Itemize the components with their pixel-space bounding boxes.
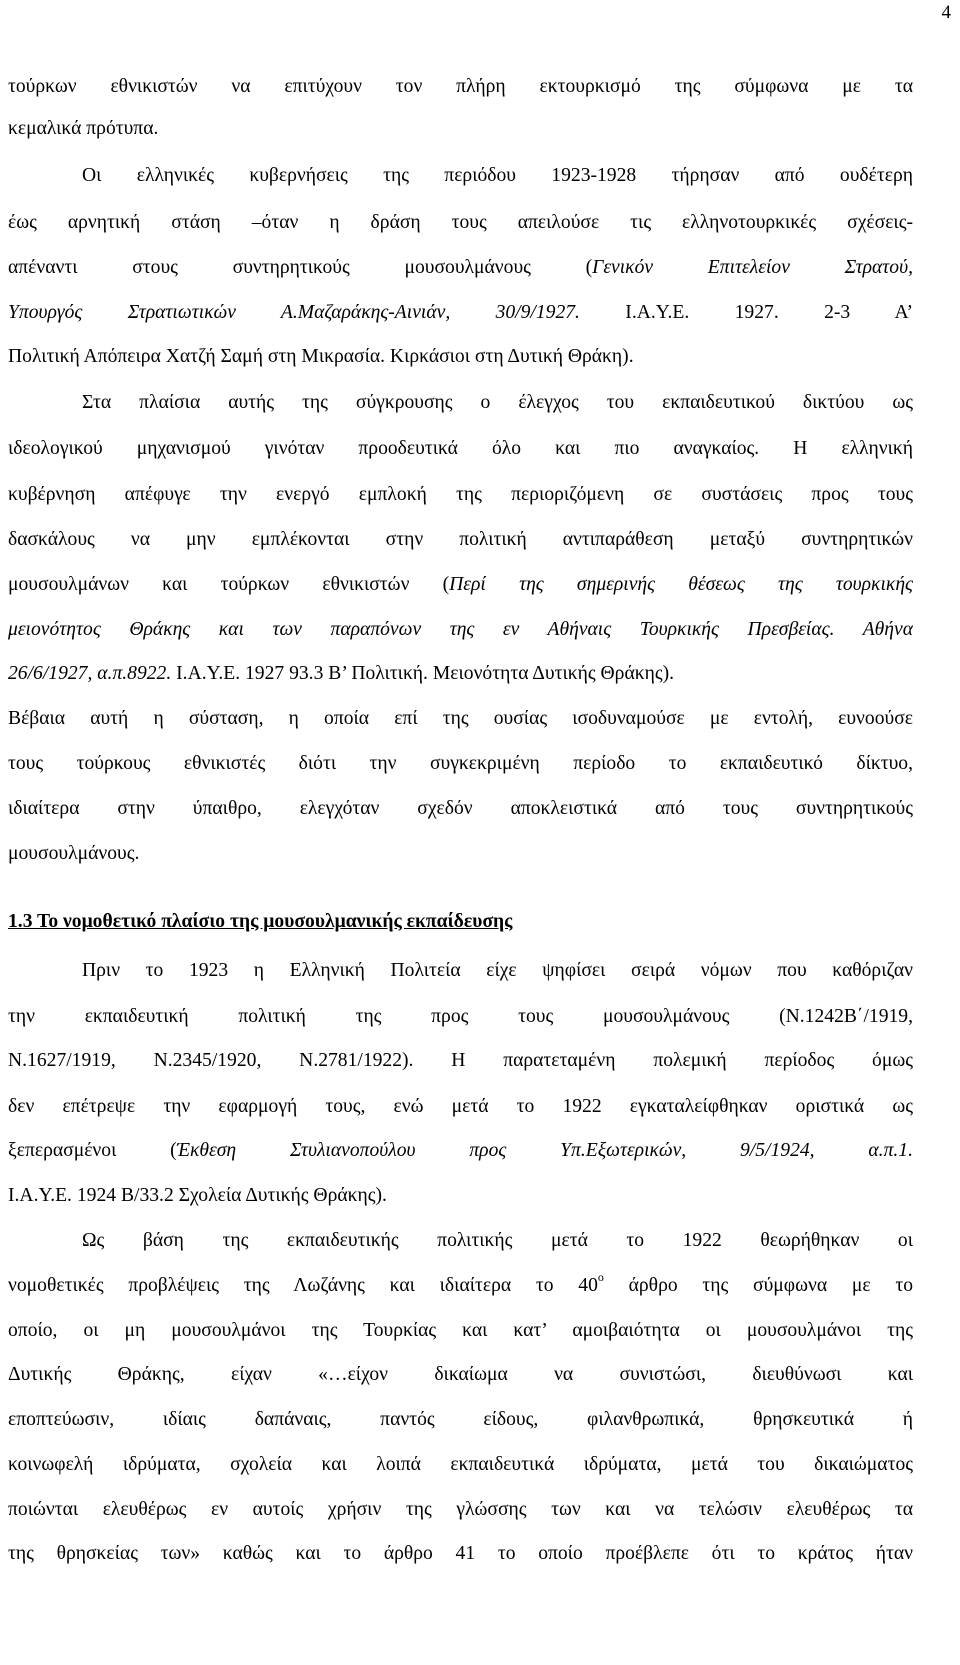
text-run: τούρκων εθνικιστών να επιτύχουν τον πλήρη εκτουρκισμό της σύμφωνα με τα [8,76,913,97]
text-line [82,162,913,190]
text-line [8,795,913,823]
text-line [8,616,913,644]
text-line [8,1317,913,1345]
italic-run: Υπουργός Στρατιωτικών Α.Μαζαράκης-Αινιάν, 30/9/1927. [8,302,580,323]
text-run: κεμαλικά πρότυπα. [8,118,159,139]
text-run: δασκάλους να μην εμπλέκονται στην πολιτική αντιπαράθεση μεταξύ συντηρητικών [8,529,913,550]
text-run: Δυτικής Θράκης, είχαν «…είχον δικαίωμα να συνιστώσι, διευθύνωσι και [8,1364,913,1385]
text-line [8,343,913,371]
text-run: 1.3 Το νομοθετικό πλαίσιο της μουσουλμανικής εκπαίδευσης [8,911,513,932]
page-number: 4 [941,2,951,23]
italic-run: Περί της σημερινής θέσεως της τουρκικής [449,574,913,595]
text-run: απέναντι στους συντηρητικούς μουσουλμάνους ( [8,257,593,278]
italic-run: Έκθεση Στυλιανοπούλου προς Υπ.Εξωτερικών, 9/5/1924, α.π.1. [176,1140,913,1161]
text-line [8,254,913,282]
text-run: ιδιαίτερα στην ύπαιθρο, ελεγχόταν σχεδόν αποκλειστικά από τους συντηρητικούς [8,798,913,819]
text-line [8,1182,913,1210]
text-line [8,705,913,733]
superscript-run: ο [597,1272,604,1285]
text-line [8,660,913,688]
text-run: τους τούρκους εθνικιστές διότι την συγκεκριμένη περίοδο το εκπαιδευτικό δίκτυο, [8,753,913,774]
text-run: οποίο, οι μη μουσουλμάνοι της Τουρκίας και κατ’ αμοιβαιότητα οι μουσουλμάνοι της [8,1320,913,1341]
text-line [8,750,913,778]
text-run: Ι.Α.Υ.Ε. 1924 Β/33.2 Σχολεία Δυτικής Θράκης). [8,1185,387,1206]
text-line [8,435,913,463]
italic-run: Γενικόν Επιτελείον Στρατού, [592,257,913,278]
text-run: Ι.Α.Υ.Ε. 1927. 2-3 Α’ [579,302,913,323]
text-line [8,73,913,101]
text-run: Στα πλαίσια αυτής της σύγκρουσης ο έλεγχος του εκπαιδευτικού δικτύου ως [82,392,913,413]
text-line [8,1451,913,1479]
text-line [8,299,913,327]
text-run: ποιώνται ελευθέρως εν αυτοίς χρήσιν της γλώσσης των και να τελώσιν ελευθέρως τα [8,1499,913,1520]
text-line [8,1540,913,1568]
text-run: της θρησκείας των» καθώς και το άρθρο 41 το οποίο προέβλεπε ότι το κράτος ήταν [8,1543,913,1564]
text-run: Βέβαια αυτή η σύσταση, η οποία επί της ουσίας ισοδυναμούσε με εντολή, ευνοούσε [8,708,913,729]
italic-run: 26/6/1927, α.π.8922. [8,663,172,684]
text-run: Ι.Α.Υ.Ε. 1927 93.3 Β’ Πολιτική. Μειονότητα Δυτικής Θράκης). [171,663,675,684]
text-run: Ν.1627/1919, Ν.2345/1920, Ν.2781/1922). Η παρατεταμένη πολεμική περίοδος όμως [8,1050,913,1071]
italic-run: μειονότητος Θράκης και των παραπόνων της εν Αθήναις Τουρκικής Πρεσβείας. Αθήνα [8,619,913,640]
text-line [8,526,913,554]
text-run: δεν επέτρεψε την εφαρμογή τους, ενώ μετά το 1922 εγκαταλείφθηκαν οριστικά ως [8,1096,913,1117]
text-run: κυβέρνηση απέφυγε την ενεργό εμπλοκή της περιοριζόμενη σε συστάσεις προς τους [8,484,913,505]
text-run: κοινωφελή ιδρύματα, σχολεία και λοιπά εκπαιδευτικά ιδρύματα, μετά του δικαιώματος [8,1454,913,1475]
text-line [8,1496,913,1524]
text-run: ιδεολογικού μηχανισμού γινόταν προοδευτικά όλο και πιο αναγκαίος. Η ελληνική [8,438,913,459]
text-line [8,115,913,143]
text-line [8,571,913,599]
text-run: Οι ελληνικές κυβερνήσεις της περιόδου 1923-1928 τήρησαν από ουδέτερη [82,165,913,186]
text-line [8,209,913,237]
text-line [82,1227,913,1255]
text-run: ξεπερασμένοι ( [8,1140,177,1161]
text-run: Πολιτική Απόπειρα Χατζή Σαμή στη Μικρασία. Κιρκάσιοι στη Δυτική Θράκη). [8,346,634,367]
text-line [8,1137,913,1165]
text-line [82,957,913,985]
text-run: Ως βάση της εκπαιδευτικής πολιτικής μετά το 1922 θεωρήθηκαν οι [82,1230,913,1251]
text-run: εποπτεύωσιν, ιδίαις δαπάναις, παντός είδους, φιλανθρωπικά, θρησκευτικά ή [8,1409,913,1430]
text-line [8,1093,913,1121]
text-line [8,1361,913,1389]
text-line [8,1406,913,1434]
text-run: μουσουλμάνων και τούρκων εθνικιστών ( [8,574,450,595]
text-line [8,1272,913,1300]
text-line [8,840,913,868]
text-run: άρθρο της σύμφωνα με το [603,1275,913,1296]
text-run: την εκπαιδευτική πολιτική της προς τους μουσουλμάνους (Ν.1242Β΄/1919, [8,1006,913,1027]
text-run: μουσουλμάνους. [8,843,140,864]
text-line [82,389,913,417]
text-run: Πριν το 1923 η Ελληνική Πολιτεία είχε ψηφίσει σειρά νόμων που καθόριζαν [82,960,913,981]
text-line [8,481,913,509]
text-line [8,1003,913,1031]
section-heading [8,908,913,936]
text-run: νομοθετικές προβλέψεις της Λωζάνης και ιδιαίτερα το 40 [8,1275,598,1296]
text-run: έως αρνητική στάση –όταν η δράση τους απειλούσε τις ελληνοτουρκικές σχέσεις- [8,212,913,233]
text-line [8,1047,913,1075]
